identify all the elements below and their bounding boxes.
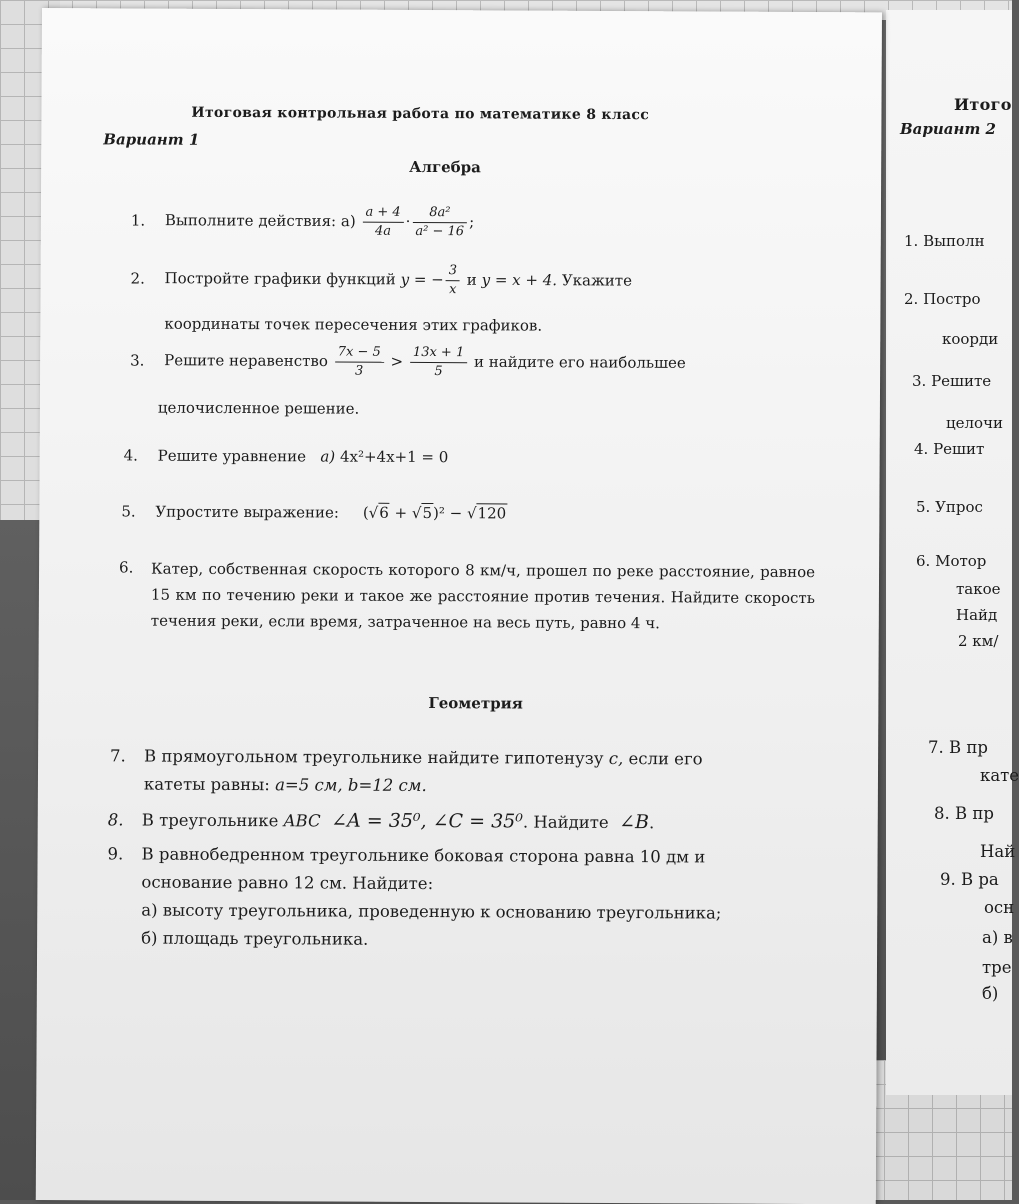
page2-line: 1. Выполн (904, 232, 985, 250)
task-2: 2. Постройте графики функций y = − $\frac{3}{x}$ и y = x + 4. Укажите (130, 260, 632, 300)
task-9: 9. В равнобедренном треугольнике боковая сторона равна 10 дм и (107, 844, 706, 867)
task-7: 7. В прямоугольном треугольнике найдите гипотенузу c, если его (110, 746, 703, 769)
page2-title: Итого (954, 95, 1012, 114)
task-7-line-2: катеты равны: a=5 см, b=12 см. (143, 774, 427, 796)
fraction: $\frac{3}{x}$ (446, 262, 460, 299)
page2-line: б) (982, 984, 999, 1003)
page2-line: 2. Постро (904, 290, 981, 308)
task-5: 5. Упростите выражение: (√6 + √5)² − √120 (121, 502, 507, 523)
variant-label: Вариант 1 (103, 130, 200, 149)
page2-line: коорди (942, 330, 999, 348)
page-variant-1 (36, 8, 882, 1204)
page2-line: 3. Решите (912, 372, 992, 390)
task-9-line-3: а) высоту треугольника, проведенную к основанию треугольника; (141, 900, 722, 923)
task-3: 3. Решите неравенство $\frac{7x - 5}{3}$ > $\frac{13x + 1}{5}$ и найдите его наибольшее (130, 342, 686, 382)
page2-line: осн (984, 898, 1015, 917)
task-1: 1. Выполните действия: а) $\frac{a + 4}{4a}$ · $\frac{\text{8a²}}{\text{a² − 16}}$ ; (131, 202, 474, 241)
fraction: $\frac{7x - 5}{3}$ (335, 344, 384, 381)
page-title: Итоговая контрольная работа по математике 8 класс (191, 104, 650, 124)
page2-line: 5. Упрос (916, 498, 983, 516)
task-3-line-2: целочисленное решение. (157, 398, 360, 418)
page2-line: целочи (946, 414, 1003, 432)
page-variant-2 (886, 10, 1019, 1095)
section-geometry: Геометрия (428, 694, 523, 713)
page2-line: такое (956, 580, 1001, 598)
fraction: $\frac{13x + 1}{5}$ (410, 344, 468, 381)
task-6-number: 6. (119, 558, 134, 577)
task-8: 8. В треугольнике ABC ∠A = 35⁰, ∠C = 35⁰. Найдите ∠B. (107, 809, 655, 834)
task-6-text: Катер, собственная скорость которого 8 км/ч, прошел по реке расстояние, равное 15 км по течению реки и такое же расстояние против течения. Найдите скорость течения реки, если время, затраченное на весь путь, равно 4 ч. (150, 559, 816, 633)
page2-line: 7. В пр (928, 738, 988, 757)
page2-line: 6. Мотор (916, 552, 987, 570)
task-2-line-2: координаты точек пересечения этих графиков. (164, 314, 543, 335)
task-9-line-4: б) площадь треугольника. (141, 928, 369, 949)
section-algebra: Алгебра (409, 157, 481, 177)
page2-line: 2 км/ (958, 632, 999, 650)
page2-line: а) в (982, 928, 1013, 947)
page2-line: Най (980, 842, 1016, 861)
task-9-line-2: основание равно 12 см. Найдите: (141, 872, 434, 894)
page2-line: 8. В пр (934, 804, 994, 823)
page2-line: тре (982, 958, 1012, 977)
page2-line: кате (980, 766, 1019, 785)
page2-variant: Вариант 2 (900, 120, 996, 138)
task-4: 4. Решите уравнение а) 4x²+4x+1 = 0 (123, 446, 449, 467)
fraction: $\frac{a + 4}{4a}$ (362, 204, 403, 241)
fraction: $\frac{\text{8a²}}{\text{a² − 16}}$ (412, 204, 467, 241)
page2-line: 4. Решит (914, 440, 985, 458)
page2-line: Найд (956, 606, 998, 624)
page2-line: 9. В ра (940, 870, 999, 889)
